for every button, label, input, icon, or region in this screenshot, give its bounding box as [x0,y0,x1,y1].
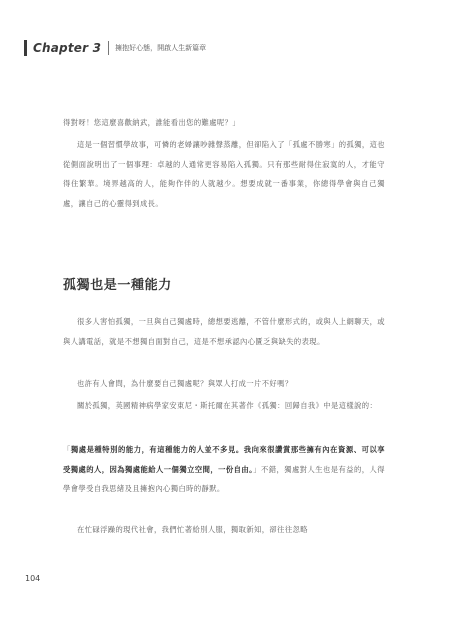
body-paragraph: 這是一個習慣學故事，可憐的老婦讓吵雜聲蒸離，但卻陷入了「孤處不勝寒」的孤獨，這也從側面說明出了一個事理：卓越的人通常更容易陷入孤獨。只有那些耐得住寂寞的人，才能守得住繁華。境界越高的人，能夠作伴的人就越少。想要成就一番事業，你總得學會與自己獨處，讓自己的心靈得到成長。 [63,140,385,208]
running-header [24,39,206,57]
quote-paragraph [63,440,385,499]
header-bar [24,40,27,56]
body-paragraph: 很多人害怕孤獨，一旦與自己獨處時，總想要逃離，不管什麼形式的，或與人上網聊天，或與人講電話，就是不想獨自面對自己，這是不想承認內心匱乏與缺失的表現。 [63,317,385,346]
quote-emphasis: 獨處是種特別的能力，有這種能力的人並不多見。我向來很讚賞那些擁有內在資源、可以享受獨處的人，因為獨處能給人一個獨立空間，一份自由。 [63,445,385,474]
section-title: 孤獨也是一種能力 [63,278,172,293]
page-number: 104 [25,574,41,583]
chapter-label: Chapter 3 [33,41,102,55]
header-divider [108,41,109,55]
body-paragraph: 在忙碌浮躁的現代社會，我們忙著給別人服，獨取新知，卻往往忽略 [77,525,308,534]
body-paragraph: 關於孤獨，英國精神病學家安東尼・斯托爾在其著作《孤獨：回歸自我》中是這樣說的： [77,401,378,410]
quote-open: 「 [63,445,71,454]
quote-tail: 」不錯，獨處對人生也是有益的，人得學會學受自我思緒及且擁抱內心獨白時的靜默。 [63,464,385,494]
body-paragraph: 也許有人會問，為什麼要自己獨處呢？與眾人打成一片不好嗎？ [77,379,293,388]
body-paragraph: 得對呀！您這麼喜歡納武，誰能看出您的難處呢？」 [63,118,241,127]
chapter-subtitle: 擁抱好心態，開啟人生新篇章 [115,44,207,52]
